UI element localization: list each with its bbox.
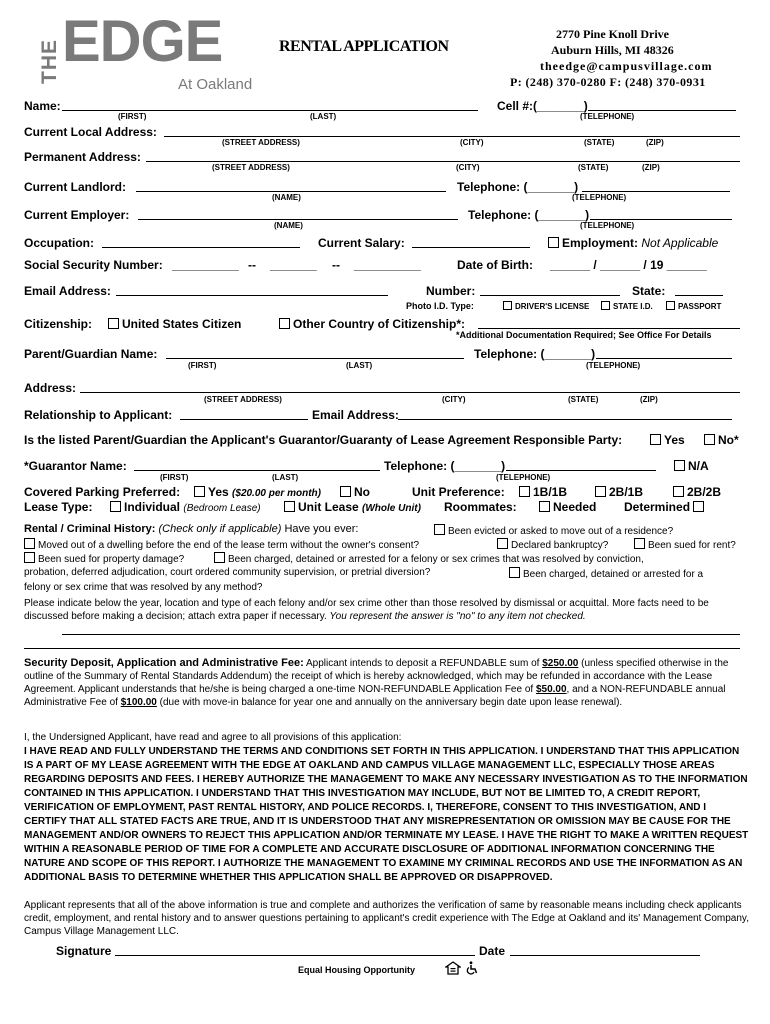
checkbox-icon[interactable] (503, 301, 512, 310)
roommates-needed-option[interactable] (539, 500, 596, 514)
history-q1[interactable] (434, 524, 673, 537)
unit-lease-label: Unit Lease (298, 500, 359, 514)
last-caption: (LAST) (346, 361, 373, 370)
yes-label: Yes (208, 485, 229, 499)
dob-field[interactable]: ______ / ______ / 19 ______ (550, 258, 707, 272)
last-caption: (LAST) (272, 473, 299, 482)
cell-field[interactable] (588, 110, 736, 111)
parking-label: Covered Parking Preferred: (24, 485, 181, 499)
telephone-caption: (TELEPHONE) (496, 473, 551, 482)
lease-unit-option[interactable] (284, 500, 421, 514)
occupation-field[interactable] (102, 247, 300, 248)
history-q4[interactable] (634, 538, 736, 551)
other-country-label: Other Country of Citizenship*: (293, 317, 465, 331)
email-label: Email Address: (24, 284, 111, 298)
city-caption: (CITY) (442, 395, 466, 404)
checkbox-icon[interactable] (214, 552, 225, 563)
guarantor-question (24, 433, 622, 447)
telephone-caption: (TELEPHONE) (580, 221, 635, 230)
city-caption: (CITY) (460, 138, 484, 147)
yes-label: Yes (664, 433, 685, 447)
checkbox-icon[interactable] (601, 301, 610, 310)
history-please-text: Please indicate below the year, location and type of each felony and/or sex crime other than those resolved by dismissal or acquittal. More facts need to be discussed before making a decision; attach extra paper if necessary. (24, 598, 709, 622)
occupation-label: Occupation: (24, 236, 95, 250)
administrative-fee-amount: $100.00 (120, 697, 157, 708)
logo-edge: EDGE (62, 9, 223, 74)
individual-label: Individual (124, 500, 181, 514)
history-hint: (Check only if applicable) (158, 523, 282, 535)
checkbox-icon[interactable] (519, 486, 530, 497)
unit-1b1b-option[interactable] (519, 485, 567, 499)
photo-id-drivers-license[interactable] (503, 301, 589, 311)
telephone-caption: (TELEPHONE) (580, 112, 635, 121)
id-state-label: State: (632, 284, 666, 298)
citizenship-us[interactable] (108, 317, 241, 331)
street-caption: (STREET ADDRESS) (222, 138, 300, 147)
id-number-label: Number: (426, 284, 476, 298)
permanent-address-field[interactable] (146, 161, 740, 162)
q5-label: Been sued for property damage? (38, 554, 185, 565)
state-caption: (STATE) (584, 138, 615, 147)
guardian-name-field[interactable] (166, 358, 464, 359)
page-title: RENTAL APPLICATION (279, 38, 449, 55)
first-caption: (FIRST) (160, 473, 189, 482)
email-field[interactable] (116, 295, 388, 296)
parking-price-note: ($20.00 per month) (232, 488, 321, 499)
unit-preference-label: Unit Preference: (412, 485, 505, 499)
current-address-label: Current Local Address: (24, 125, 157, 139)
deposit-heading: Security Deposit, Application and Administrative Fee: (24, 657, 304, 669)
checkbox-icon[interactable] (497, 538, 508, 549)
photo-id-state-id[interactable] (601, 301, 653, 311)
checkbox-icon[interactable] (673, 486, 684, 497)
history-q6[interactable] (214, 552, 644, 565)
relationship-label: Relationship to Applicant: (24, 408, 173, 422)
employer-telephone-field[interactable] (590, 219, 732, 220)
name-field[interactable] (62, 110, 478, 111)
telephone-caption: (TELEPHONE) (586, 361, 641, 370)
office-email: theedge@campusvillage.com (540, 59, 713, 73)
roommates-determined-option[interactable] (624, 500, 707, 514)
salary-field[interactable] (412, 247, 530, 248)
agreement-intro: I, the Undersigned Applicant, have read and agree to all provisions of this application: (24, 732, 402, 743)
history-answer-line-1[interactable] (62, 634, 740, 635)
deposit-paragraph (24, 657, 750, 709)
q6-label: Been charged, detained or arrested for a felony or sex crimes that was resolved by conviction, (228, 554, 644, 565)
drivers-license-label: DRIVER'S LICENSE (515, 302, 590, 311)
state-id-label: STATE I.D. (613, 302, 653, 311)
checkbox-icon[interactable] (108, 318, 119, 329)
photo-id-passport[interactable] (666, 301, 721, 311)
checkbox-icon[interactable] (595, 486, 606, 497)
last-caption: (LAST) (310, 112, 337, 121)
checkbox-icon[interactable] (284, 501, 295, 512)
deposit-text-1: Applicant intends to deposit a REFUNDABLE sum of (305, 658, 540, 669)
history-intro: Have you ever: (284, 523, 359, 535)
history-q7[interactable] (509, 567, 703, 580)
citizenship-other[interactable] (279, 317, 465, 331)
unit-1b1b-label: 1B/1B (533, 485, 568, 499)
guardian-label: Parent/Guardian Name: (24, 347, 158, 361)
checkbox-icon[interactable] (693, 501, 704, 512)
lease-individual-option[interactable] (110, 500, 261, 514)
deposit-text-4: (due with move-in balance for year one and annually on the anniversary begin date upon lease renewal). (159, 697, 623, 708)
edge-logo (38, 9, 253, 94)
checkbox-icon[interactable] (279, 318, 290, 329)
city-caption: (CITY) (456, 163, 480, 172)
guarantor-label: *Guarantor Name: (24, 459, 127, 473)
ssn-part-2[interactable]: _______ (270, 258, 317, 272)
employment-option[interactable] (548, 236, 718, 250)
q7-label: Been charged, detained or arrested for a (523, 569, 704, 580)
unit-2b1b-option[interactable] (595, 485, 643, 499)
state-caption: (STATE) (578, 163, 609, 172)
employment-value: Not Applicable (641, 236, 719, 250)
history-q7-continued: felony or sex crime that was resolved by any method? (24, 582, 263, 593)
landlord-field[interactable] (136, 191, 446, 192)
guardian-address-label: Address: (24, 381, 77, 395)
roommates-label: Roommates: (444, 500, 517, 514)
ssn-part-3[interactable]: __________ (354, 258, 421, 272)
logo-subtitle: At Oakland (178, 76, 253, 93)
id-state-field[interactable] (675, 295, 723, 296)
checkbox-icon[interactable] (548, 237, 559, 248)
equal-housing-text: Equal Housing Opportunity (298, 965, 415, 975)
landlord-telephone-label: Telephone: (_______) (457, 180, 579, 194)
name-label: Name: (24, 99, 61, 113)
landlord-telephone-field[interactable] (582, 191, 730, 192)
zip-caption: (ZIP) (646, 138, 664, 147)
zip-caption: (ZIP) (640, 395, 658, 404)
whole-unit-note: (Whole Unit) (362, 503, 421, 514)
street-caption: (STREET ADDRESS) (204, 395, 282, 404)
q1-label: Been evicted or asked to move out of a residence? (448, 526, 674, 537)
q2-label: Moved out of a dwelling before the end of the lease term without the owner's consent? (38, 540, 420, 551)
history-q2[interactable] (24, 538, 419, 551)
guardian-telephone-label: Telephone: (_______) (474, 347, 596, 361)
needed-label: Needed (553, 500, 597, 514)
photo-id-label: Photo I.D. Type: (406, 301, 474, 311)
dob-label: Date of Birth: (457, 258, 533, 272)
checkbox-icon[interactable] (24, 538, 35, 549)
other-country-field[interactable] (478, 328, 740, 329)
guarantor-telephone-field[interactable] (506, 470, 656, 471)
history-heading (24, 523, 358, 535)
q3-label: Declared bankruptcy? (511, 540, 609, 551)
unit-2b2b-option[interactable] (673, 485, 721, 499)
id-number-field[interactable] (480, 295, 620, 296)
application-fee-amount: $50.00 (535, 684, 567, 695)
guarantor-na-option[interactable] (674, 459, 709, 473)
guardian-telephone-field[interactable] (596, 358, 732, 359)
date-field[interactable] (510, 955, 700, 956)
first-caption: (FIRST) (118, 112, 147, 121)
history-q5[interactable] (24, 552, 184, 565)
applicant-representation: Applicant represents that all of the above information is true and complete and authorizes the verification of same by reasonable means including check applicants credit, employment, and rental history and to answer questions pertaining to applicant's credit experience with The Edge at Oakland and its' Management Company, Campus Village Management LLC. (24, 900, 749, 937)
deposit-amount: $250.00 (542, 658, 579, 669)
first-caption: (FIRST) (188, 361, 217, 370)
permanent-address-label: Permanent Address: (24, 150, 141, 164)
bedroom-lease-note: (Bedroom Lease) (183, 503, 261, 514)
ssn-label: Social Security Number: (24, 258, 163, 272)
name-caption: (NAME) (274, 221, 303, 230)
parking-yes-option[interactable] (194, 485, 321, 499)
determined-label: Determined (624, 500, 691, 514)
deposit-text-3: , and a NON-REFUNDABLE annual Administrative Fee of (24, 684, 726, 708)
checkbox-icon[interactable] (634, 538, 645, 549)
parking-no-option[interactable] (340, 485, 370, 499)
zip-caption: (ZIP) (642, 163, 660, 172)
checkbox-icon[interactable] (650, 434, 661, 445)
checkbox-icon[interactable] (509, 567, 520, 578)
current-address-field[interactable] (164, 136, 740, 137)
q4-label: Been sued for rent? (648, 540, 736, 551)
guarantor-question-text: Is the listed Parent/Guardian the Applicant's Guarantor/Guaranty of Lease Agreement Responsible Party: (24, 433, 623, 447)
wheelchair-icon (465, 961, 479, 980)
date-label: Date (479, 944, 506, 958)
cell-label: Cell #:(_______) (497, 99, 588, 113)
no-label: No (354, 485, 370, 499)
checkbox-icon[interactable] (110, 501, 121, 512)
office-phone: P: (248) 370-0280 F: (248) 370-0931 (510, 75, 706, 89)
checkbox-icon[interactable] (340, 486, 351, 497)
citizenship-label: Citizenship: (24, 317, 92, 331)
deposit-text-2: (unless specified otherwise in the outline of the Summary of Rental Standards Addendum) the receipt of which is hereby acknowledged, which may be refunded in accordance with the Lease Agreement. Applicant understands that he/she is being charged a one-time NON-REFUNDABLE Application Fee of (24, 658, 729, 695)
guarantor-telephone-label: Telephone: (_______) (384, 459, 506, 473)
office-address-1: 2770 Pine Knoll Drive (556, 27, 669, 41)
us-citizen-label: United States Citizen (122, 317, 242, 331)
history-label: Rental / Criminal History: (24, 523, 156, 535)
street-caption: (STREET ADDRESS) (212, 163, 290, 172)
agreement-terms: I HAVE READ AND FULLY UNDERSTAND THE TERMS AND CONDITIONS SET FORTH IN THIS APPLICATION. I UNDERSTAND THAT THIS APPLICATION IS A PART OF MY LEASE AGREEMENT WITH THE EDGE AT OAKLAND AND CAMPUS VILLAGE MANAGEMENT LLC, ESPECIALLY THOSE AREAS REGARDING DEPOSITS AND FEES. I HEREBY AUTHORIZE THE MANAGEMENT TO MAKE ANY NECESSARY INVESTIGATION AS TO THE INFORMATION CONTAINED IN THIS APPLICATION. I UNDERSTAND THAT THIS INVESTIGATION MAY INCLUDE, BUT NOT BE LIMITED TO, A CREDIT REPORT, VERIFICATION OF EMPLOYMENT, PAST RENTAL HISTORY, AND POLICE RECORDS. I, THEREFORE, CONSENT TO THIS INVESTIGATION, AND I CERTIFY THAT ALL STATED FACTS ARE TRUE, AND IT IS UNDERSTOOD THAT ANY MISREPRESENTATION OR OMISSION MAY BE CAUSE FOR THE MANAGEMENT AND/OR OWNERS TO REJECT THIS APPLICATION AND/OR TERMINATE MY LEASE. I HAVE THE RIGHT TO MAKE A WRITTEN REQUEST WITHIN A REASONABLE PERIOD OF TIME FOR A COMPLETE AND ACCURATE DISCLOSURE OF ADDITIONAL INFORMATION CONCERNING THE NATURE AND SCOPE OF THIS REPORT. I AUTHORIZE THE MANAGEMENT TO EXAMINE MY CRIMINAL RECORDS AND USE THE INFORMATION AS AN ADDITIONAL BASIS TO DETERMINE WHETHER THIS APPLICATION SHALL BE APPROVED OR DISAPPROVED. (24, 746, 749, 883)
history-q6-continued: probation, deferred adjudication, court ordered community supervision, or pretrial diversion? (24, 567, 431, 578)
checkbox-icon[interactable] (674, 460, 685, 471)
relationship-field[interactable] (180, 419, 308, 420)
checkbox-icon[interactable] (666, 301, 675, 310)
lease-type-label: Lease Type: (24, 500, 93, 514)
guarantor-yes-option[interactable] (650, 433, 685, 447)
name-caption: (NAME) (272, 193, 301, 202)
guarantor-name-field[interactable] (134, 470, 380, 471)
unit-2b2b-label: 2B/2B (687, 485, 722, 499)
history-answer-line-2[interactable] (24, 648, 740, 649)
guarantor-no-option[interactable] (704, 433, 739, 447)
checkbox-icon[interactable] (704, 434, 715, 445)
logo-the: THE (38, 39, 61, 84)
ssn-dash-2: -- (332, 258, 340, 272)
checkbox-icon[interactable] (24, 552, 35, 563)
na-label: N/A (688, 459, 709, 473)
guardian-address-field[interactable] (80, 392, 740, 393)
state-caption: (STATE) (568, 395, 599, 404)
history-please-italic: You represent the answer is "no" to any item not checked. (329, 611, 586, 622)
salary-label: Current Salary: (318, 236, 405, 250)
ssn-dash-1: -- (248, 258, 256, 272)
guardian-email-label: Email Address: (312, 408, 399, 422)
employment-label: Employment: (562, 236, 639, 250)
passport-label: PASSPORT (678, 302, 722, 311)
checkbox-icon[interactable] (434, 524, 445, 535)
no-label: No* (718, 433, 739, 447)
house-icon (445, 961, 461, 980)
checkbox-icon[interactable] (194, 486, 205, 497)
landlord-label: Current Landlord: (24, 180, 126, 194)
checkbox-icon[interactable] (539, 501, 550, 512)
unit-2b1b-label: 2B/1B (609, 485, 644, 499)
employer-field[interactable] (138, 219, 458, 220)
office-address-2: Auburn Hills, MI 48326 (551, 43, 674, 57)
history-q3[interactable] (497, 538, 608, 551)
citizenship-note: *Additional Documentation Required; See Office For Details (456, 330, 712, 340)
signature-field[interactable] (115, 955, 475, 956)
guardian-email-field[interactable] (398, 419, 732, 420)
ssn-part-1[interactable]: __________ (172, 258, 239, 272)
employer-label: Current Employer: (24, 208, 130, 222)
telephone-caption: (TELEPHONE) (572, 193, 627, 202)
employer-telephone-label: Telephone: (_______) (468, 208, 590, 222)
history-instructions (24, 597, 750, 623)
signature-label: Signature (56, 944, 112, 958)
